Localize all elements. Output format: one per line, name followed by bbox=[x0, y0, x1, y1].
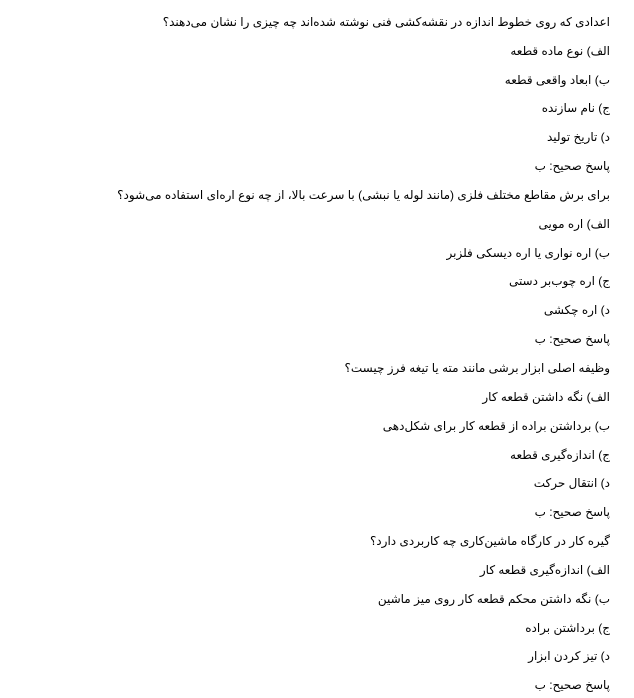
option-line: ج) اندازه‌گیری قطعه bbox=[510, 447, 610, 462]
question-text: گیره کار در کارگاه ماشین‌کاری چه کاربردی دارد؟ bbox=[369, 534, 610, 549]
question-text: اعدادی که روی خطوط اندازه در نقشه‌کشی فنی نوشته شده‌اند چه چیزی را نشان می‌دهند؟ bbox=[162, 14, 610, 29]
answer-line: پاسخ صحیح: ب bbox=[534, 159, 610, 174]
option-line: الف) نگه داشتن قطعه کار bbox=[482, 389, 610, 404]
option-line: ج) برداشتن براده bbox=[525, 620, 610, 635]
option-line: ب) نگه داشتن محکم قطعه کار روی میز ماشین bbox=[377, 591, 610, 606]
option-line: ب) برداشتن براده از قطعه کار برای شکل‌دهی bbox=[382, 418, 610, 433]
option-line: ب) اره نواری یا اره دیسکی فلزبر bbox=[446, 245, 610, 260]
option-line: د) اره چکشی bbox=[543, 303, 610, 318]
option-line: د) تیز کردن ابزار bbox=[528, 649, 610, 664]
option-line: د) تاریخ تولید bbox=[547, 130, 610, 145]
option-line: د) انتقال حرکت bbox=[533, 476, 610, 491]
question-text: وظیفه اصلی ابزار برشی مانند مته یا تیغه فرز چیست؟ bbox=[344, 360, 610, 375]
option-line: الف) اره مویی bbox=[538, 216, 610, 231]
option-line: الف) اندازه‌گیری قطعه کار bbox=[479, 562, 610, 577]
question-text: برای برش مقاطع مختلف فلزی (مانند لوله یا نبشی) با سرعت بالا، از چه نوع اره‌ای استفاده می‌شود؟ bbox=[117, 187, 610, 202]
answer-line: پاسخ صحیح: ب bbox=[534, 332, 610, 347]
option-line: الف) نوع ماده قطعه bbox=[510, 43, 610, 58]
partial-answer-line bbox=[20, 0, 610, 1]
option-line: ب) ابعاد واقعی قطعه bbox=[504, 72, 610, 87]
answer-line: پاسخ صحیح: ب bbox=[534, 505, 610, 520]
option-line: ج) اره چوب‌بر دستی bbox=[508, 274, 610, 289]
answer-line: پاسخ صحیح: ب bbox=[534, 678, 610, 693]
quiz-content bbox=[20, 0, 610, 698]
option-line: ج) نام سازنده bbox=[541, 101, 610, 116]
